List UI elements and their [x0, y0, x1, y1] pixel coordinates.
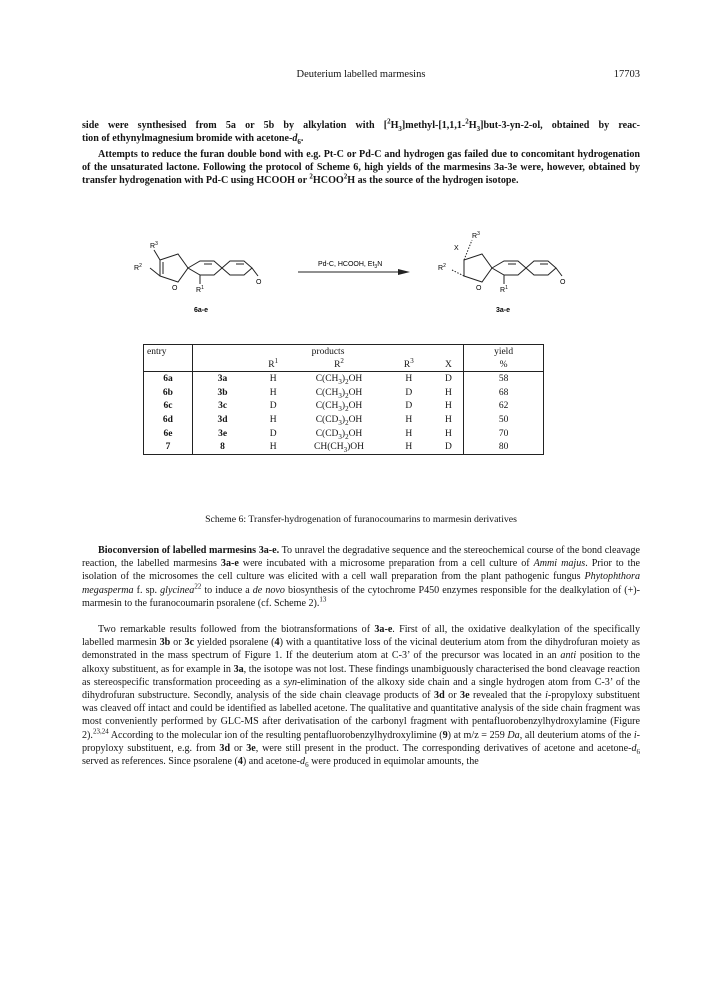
paragraph-1 — [82, 119, 640, 145]
cell-entry: 6e — [144, 427, 193, 441]
paragraph-1-line-1: side were synthesised from 5a or 5b by alkylation with $[^2H_3]methyl-[1,1,1-^2H_3]but-3-yn-2-ol$, obtained by reac- — [82, 117, 640, 134]
cell-r2: $C(CH_3)_2OH$ — [315, 373, 363, 386]
product-x-label: X — [454, 245, 459, 252]
cell-r3: H — [405, 414, 413, 425]
cell-product: 8 — [220, 442, 225, 453]
cell-entry: 6b — [144, 386, 193, 400]
cell-r2: $CH(CH_3)OH$ — [314, 442, 364, 455]
starting-furanocoumarin-structure — [150, 250, 258, 284]
cell-product: 3d — [217, 414, 228, 425]
start-r3-label: $R^3$ — [150, 241, 158, 250]
paragraph-4: Two remarkable results followed from the biotransformations of 3a-e. First of all, the oxidative dealkylation of the specifically labelled marmesin 3b or 3c yielded psoralene (4) with a quantitative loss of the vicinal deuterium atom from the dihydrofuran moiety as demonstrated in the mass spectrum of Figure 1. If the deuterium atom at C-3’ of the precursor was located in an anti position to the alkoxy substituent, as for example in 3a, the isotope was not lost. These findings unambiguously characterised the bond cleavage reaction as stereospecific transformation proceeding as a syn-elimination of the alkoxy side chain and a single hydrogen atom from C-3’ of the dihydrofuran substructure. Secondly, analysis of the side chain cleavage products of 3d or 3e revealed that the i-propyloxy substituent was cleaved off intact and could be identified as labelled acetone. The qualitative and quantitative analysis of the side chain fragment was most conveniently performed by GLC-MS after derivatisation of the carbonyl fragment with pentafluorobenzylhydroxylamine (Figure 2).$^{23,24}$ According to the molecular ion of the resulting pentafluorobenzylhydroxylimine (9) at m/z = 259 Da, all deuterium atoms of the i-propyloxy substituent, e.g. from 3d or 3e, were still present in the product. The corresponding derivatives of acetone and acetone-$d_6$ served as references. Since psoralene (4) and acetone-$d_6$ were produced in equimolar amounts, the — [82, 624, 641, 770]
header-blank-entry — [144, 358, 193, 372]
paragraph-1-line-2: tion of ethynylmagnesium bromide with acetone-$d_6$. — [82, 133, 304, 147]
product-r1-label: $R^1$ — [500, 285, 508, 294]
cell-r2: $C(CD_3)_2OH$ — [315, 414, 363, 427]
table-row — [144, 427, 544, 441]
table-row — [144, 386, 544, 400]
header-entry: entry — [144, 345, 193, 359]
table-header-row-2 — [144, 358, 544, 372]
header-r2: $R^2$ — [294, 358, 384, 372]
cell-product: 3c — [218, 401, 228, 412]
page-number: 17703 — [613, 69, 640, 80]
cell-x: H — [445, 387, 452, 398]
cell-yield: 80 — [464, 440, 544, 454]
product-o-lactone-label: O — [560, 279, 566, 286]
cell-r3: D — [405, 387, 413, 398]
cell-product: 3b — [217, 387, 228, 398]
cell-r2: $C(CH_3)_2OH$ — [315, 401, 363, 414]
running-title: Deuterium labelled marmesins — [296, 69, 426, 80]
cell-x: H — [445, 401, 452, 412]
product-marmesin-structure — [452, 240, 562, 284]
product-compound-label: 3a-e — [496, 307, 511, 314]
header-x: X — [434, 358, 464, 372]
cell-r3: D — [405, 401, 413, 412]
cell-r1: D — [269, 428, 277, 439]
scheme-caption: Scheme 6: Transfer-hydrogenation of furanocoumarins to marmesin derivatives — [205, 514, 517, 525]
table-row — [144, 399, 544, 413]
table-row — [144, 372, 544, 386]
cell-r3: H — [405, 428, 413, 439]
cell-yield: 58 — [464, 372, 544, 386]
cell-r1: H — [269, 387, 277, 398]
cell-r2: $C(CH_3)_2OH$ — [315, 387, 363, 400]
reaction-scheme — [120, 228, 590, 326]
paragraph-3: Bioconversion of labelled marmesins 3a-e. To unravel the degradative sequence and the stereochemical course of the bond cleavage reaction, the labelled marmesins 3a-e were incubated with a microsome preparation from a cell culture of Ammi majus. Prior to the isolation of the microsomes the cell culture was elicited with a cell wall preparation from the plant pathogenic fungus Phytophthora megasperma f. sp. glycinea$^{22}$ to induce a de novo biosynthesis of the cytochrome P450 enzymes responsible for the dealkylation of (+)-marmesin to the furanocoumarin psoralene (cf. Scheme 2).$^{13}$ — [82, 545, 641, 609]
cell-yield: 50 — [464, 413, 544, 427]
cell-entry: 6d — [144, 413, 193, 427]
cell-product: 3a — [217, 373, 228, 384]
header-pct: % — [464, 358, 544, 372]
product-o-label: O — [476, 285, 482, 292]
cell-r1: H — [269, 373, 277, 384]
start-r2-label: $R^2$ — [134, 263, 142, 272]
table-row — [144, 440, 544, 454]
cell-entry: 6a — [144, 372, 193, 386]
reagents-label: Pd-C, HCOOH, $Et_3N$ — [318, 261, 383, 270]
cell-yield: 62 — [464, 399, 544, 413]
start-r1-label: $R^1$ — [196, 285, 204, 294]
cell-r3: H — [405, 442, 413, 453]
cell-entry: 6c — [144, 399, 193, 413]
reaction-arrow-head — [398, 269, 410, 275]
results-table — [143, 344, 544, 455]
header-products: products — [311, 346, 345, 357]
start-o-label: O — [172, 285, 178, 292]
cell-product: 3e — [218, 428, 228, 439]
cell-r2: $C(CD_3)_2OH$ — [315, 428, 363, 441]
product-r3-label: $R^3$ — [472, 231, 480, 240]
cell-entry: 7 — [144, 440, 193, 454]
cell-yield: 68 — [464, 386, 544, 400]
running-header — [82, 69, 640, 83]
cell-x: H — [445, 428, 452, 439]
header-r3: $R^3$ — [384, 358, 434, 372]
paragraph-2: Attempts to reduce the furan double bond with e.g. Pt-C or Pd-C and hydrogen gas failed due to concomitant hydrogenation of the unsaturated lactone. Following the protocol of Scheme 6, high yields of the marmesins 3a-3e were, however, obtained by transfer hydrogenation with Pd-C using HCOOH or $^2$HCOO$^2$H as the source of the hydrogen isotope. — [82, 149, 640, 187]
product-r2-label: $R^2$ — [438, 263, 446, 272]
header-blank-product — [192, 358, 252, 372]
header-r1: $R^1$ — [252, 358, 294, 372]
table-body — [144, 372, 544, 455]
cell-x: D — [445, 442, 452, 453]
start-o-lactone-label: O — [256, 279, 262, 286]
cell-r1: H — [269, 442, 277, 453]
table-row — [144, 413, 544, 427]
start-compound-label: 6a-e — [194, 307, 209, 314]
cell-r1: H — [269, 414, 277, 425]
cell-r3: H — [405, 373, 413, 384]
cell-r1: D — [269, 401, 277, 412]
cell-x: H — [445, 414, 452, 425]
cell-x: D — [445, 373, 452, 384]
header-yield: yield — [464, 345, 544, 359]
cell-yield: 70 — [464, 427, 544, 441]
